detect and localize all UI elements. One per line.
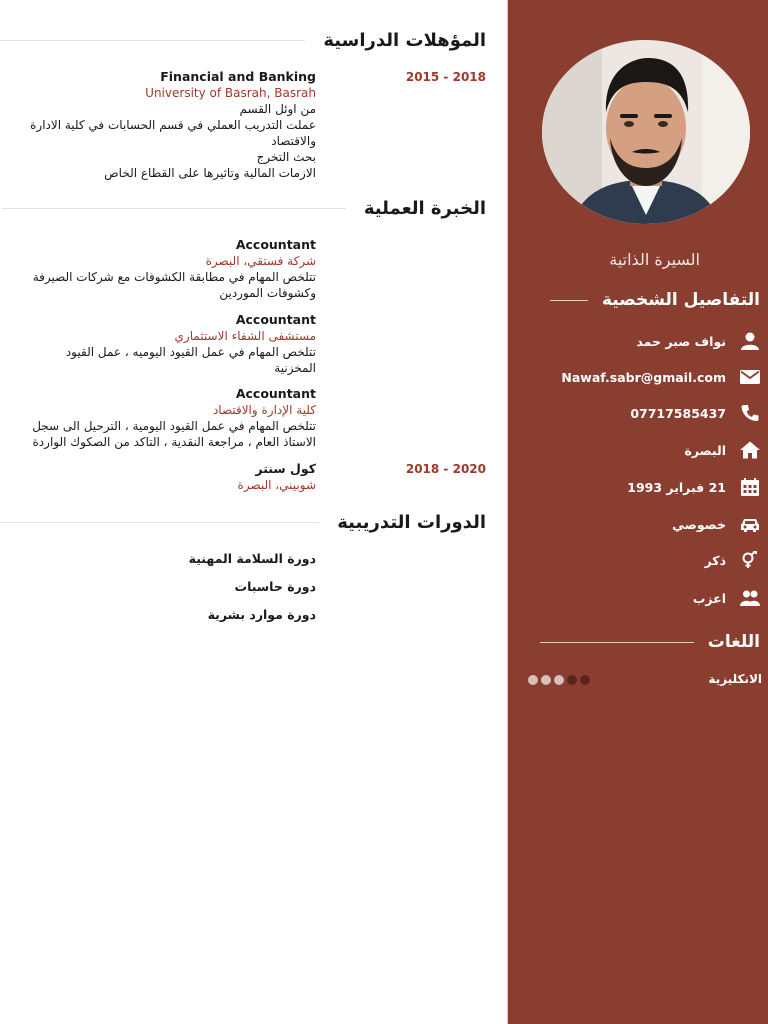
heading-rule	[0, 40, 305, 41]
users-icon	[738, 588, 762, 608]
courses-heading	[0, 510, 486, 534]
experience-entry	[6, 461, 316, 493]
envelope-icon	[738, 367, 762, 387]
level-dot-filled	[554, 675, 564, 685]
entry-desc-line: المخزنية	[274, 361, 316, 375]
entry-desc-line: تتلخص المهام في مطابقة الكشوفات مع شركات الصيرفة	[32, 270, 316, 284]
experience-heading	[2, 196, 486, 220]
experience-entry	[6, 237, 316, 301]
entry-org: مستشفى الشفاء الاستثماري	[174, 329, 316, 343]
entry-title: Financial and Banking	[160, 69, 316, 84]
education-title: المؤهلات الدراسية	[323, 29, 486, 51]
entry-desc-line: من اوئل القسم	[239, 102, 316, 116]
detail-email[interactable]	[561, 365, 762, 389]
heading-rule	[0, 522, 319, 523]
cv-label: السيرة الذاتية	[609, 250, 700, 269]
language-level	[528, 675, 590, 685]
avatar	[542, 40, 750, 224]
languages-title: اللغات	[707, 632, 760, 652]
detail-driving	[672, 512, 762, 536]
level-dot-filled	[528, 675, 538, 685]
entry-desc-line: الاستاذ العام ، مراجعة النقدية ، التاكد من الصكوك الواردة	[32, 435, 316, 449]
detail-phone-value[interactable]: 07717585437	[630, 405, 726, 421]
entry-org: شوبيني، البصرة	[237, 478, 316, 492]
personal-details-heading	[550, 290, 760, 310]
detail-marital	[693, 586, 762, 610]
entry-desc-line: عملت التدريب العملي في قسم الحسابات في كلية الادارة	[30, 118, 316, 132]
level-dot-filled	[541, 675, 551, 685]
detail-name	[636, 329, 762, 353]
detail-gender	[705, 548, 762, 572]
entry-title: كول سنتر	[255, 461, 316, 476]
courses-title: الدورات التدريبية	[337, 511, 486, 533]
heading-rule	[550, 300, 588, 301]
detail-phone[interactable]	[630, 401, 762, 425]
detail-driving-value: خصوصي	[672, 516, 726, 532]
language-name: الانكليزية	[708, 672, 762, 686]
experience-entry	[6, 312, 316, 376]
entry-title: Accountant	[235, 386, 316, 401]
entry-desc-line: وكشوفات الموردين	[219, 286, 316, 300]
entry-org: شركة فستقي، البصرة	[205, 254, 316, 268]
entry-desc-line: تتلخص المهام في عمل القيود اليوميه ، عمل القيود	[65, 345, 316, 359]
entry-desc-line: تتلخص المهام في عمل القيود اليومية ، الترحيل الى سجل	[32, 419, 316, 433]
entry-org: كلية الإدارة والاقتصاد	[212, 403, 316, 417]
car-icon	[738, 514, 762, 534]
languages-heading	[540, 632, 760, 652]
detail-city-value: البصرة	[684, 442, 726, 458]
gender-icon	[738, 550, 762, 570]
profile-photo	[542, 40, 750, 224]
level-dot-empty	[567, 675, 577, 685]
education-date: 2015 - 2018	[405, 70, 486, 84]
education-entry	[6, 69, 316, 181]
detail-email-value[interactable]: Nawaf.sabr@gmail.com	[561, 369, 726, 385]
sidebar	[508, 0, 768, 1024]
heading-rule	[2, 208, 346, 209]
heading-rule	[540, 642, 694, 643]
user-icon	[738, 331, 762, 351]
level-dot-empty	[580, 675, 590, 685]
entry-desc-line: بحث التخرج	[256, 150, 316, 164]
entry-org: University of Basrah, Basrah	[145, 86, 316, 100]
personal-details-title: التفاصيل الشخصية	[602, 290, 760, 310]
course-item: دورة السلامة المهنية	[188, 551, 316, 566]
phone-icon	[738, 403, 762, 423]
detail-birthdate	[627, 475, 762, 499]
experience-title: الخبرة العملية	[363, 197, 486, 219]
entry-title: Accountant	[235, 237, 316, 252]
detail-birthdate-value: 21 فبراير 1993	[627, 479, 726, 495]
experience-entry	[6, 386, 316, 450]
home-icon	[738, 440, 762, 460]
entry-desc-line: الازمات المالية وتاثيرها على القطاع الخاص	[104, 166, 316, 180]
detail-gender-value: ذكر	[704, 552, 726, 568]
calendar-icon	[738, 477, 762, 497]
detail-marital-value: اعزب	[692, 590, 726, 606]
experience-date: 2018 - 2020	[405, 462, 486, 476]
course-item: دورة حاسبات	[234, 579, 316, 594]
entry-desc-line: والاقتصاد	[271, 134, 316, 148]
detail-name-value: نواف صبر حمد	[636, 333, 726, 349]
entry-title: Accountant	[235, 312, 316, 327]
education-heading	[0, 28, 486, 52]
course-item: دورة موارد بشرية	[207, 607, 316, 622]
detail-city	[684, 438, 762, 462]
